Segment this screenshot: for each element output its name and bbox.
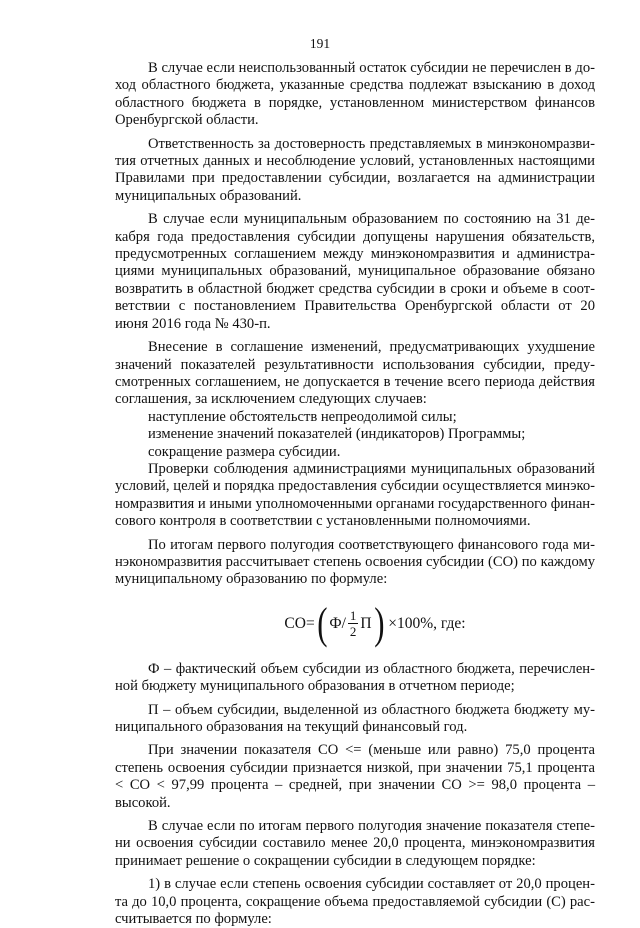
paragraph-p-definition: П – объем субсидии, выделенной из областного бюджета бюджету муниципального образования на текущий финансовый год. — [115, 701, 595, 735]
paragraph-co-thresholds: При значении показателя СО <= (меньше или равно) 75,0 процента степень освоения субсидии признается низкой, при значении 75,1 процента < СО < 97,99 процента – средней, при значении СО >= 98,0 процента – высокой. — [115, 742, 595, 811]
formula-lhs: СО= — [284, 615, 315, 633]
fraction-denominator: 2 — [349, 624, 357, 640]
formula-f: Ф/ — [329, 615, 346, 633]
formula-tail: ×100%, где: — [388, 615, 466, 633]
document-body — [115, 60, 595, 928]
formula-p: П — [360, 615, 372, 633]
list-item: изменение значений показателей (индикаторов) Программы; — [148, 426, 526, 443]
list-item: сокращение размера субсидии. — [148, 443, 341, 460]
paragraph-reduction-rule-1: 1) в случае если степень освоения субсидии составляет от 20,0 процента до 10,0 процента, сокращение объема предоставляемой субсидии (С) рассчитывается по формуле: — [115, 876, 595, 928]
paragraph-reduction-decision: В случае если по итогам первого полугодия значение показателя степени освоения субсидии составило менее 20,0 процента, минэкономразвития принимает решение о сокращении субсидии в следующем порядке: — [115, 818, 595, 869]
formula-fraction — [348, 608, 359, 639]
paragraph-violations: В случае если муниципальным образованием по состоянию на 31 декабря года предоставления субсидии допущены нарушения обязательств, предусмотренных соглашением между минэкономразвития и администрациями муниципальных образований, муниципальное образование обязано возвратить в областной бюджет средства субсидии в сроки и объеме в соответствии с постановлением Правительства Оренбургской области от 20 июня 2016 года № 430-п. — [115, 211, 595, 332]
paragraph-responsibility: Ответственность за достоверность представляемых в минэкономразвития отчетных данных и несоблюдение условий, установленных настоящими Правилами при предоставлении субсидии, возлагается на администрации муниципальных образований. — [115, 135, 595, 204]
left-paren-glyph: ( — [316, 598, 328, 648]
paragraph-inspections: Проверки соблюдения администрациями муниципальных образований условий, целей и порядка предоставления субсидии осуществляется минэкономразвития и иными уполномоченными органами государственного финансового контроля в соответствии с установленными полномочиями. — [115, 460, 595, 530]
fraction-numerator: 1 — [349, 608, 357, 624]
right-paren-glyph: ) — [373, 598, 385, 648]
list-item: наступление обстоятельств непреодолимой силы; — [148, 408, 457, 425]
page-number: 191 — [309, 36, 331, 51]
paragraph-f-definition: Ф – фактический объем субсидии из областного бюджета, перечисленной бюджету муниципального образования в отчетном периоде; — [115, 660, 595, 695]
paragraph-unspent-balance: В случае если неиспользованный остаток субсидии не перечислен в доход областного бюджета, указанные средства подлежат взысканию в доход областного бюджета в порядке, установленном министерством финансов Оренбургской области. — [115, 60, 595, 129]
formula-co — [115, 595, 595, 653]
paragraph-first-half-results: По итогам первого полугодия соответствующего финансового года минэкономразвития рассчитывает степень освоения субсидии (СО) по каждому муниципальному образованию по формуле: — [115, 536, 595, 588]
paragraph-agreement-changes: Внесение в соглашение изменений, предусматривающих ухудшение значений показателей результативности использования субсидии, предусмотренных соглашением, не допускается в течение всего периода действия соглашения, за исключением следующих случаев: — [115, 339, 595, 408]
